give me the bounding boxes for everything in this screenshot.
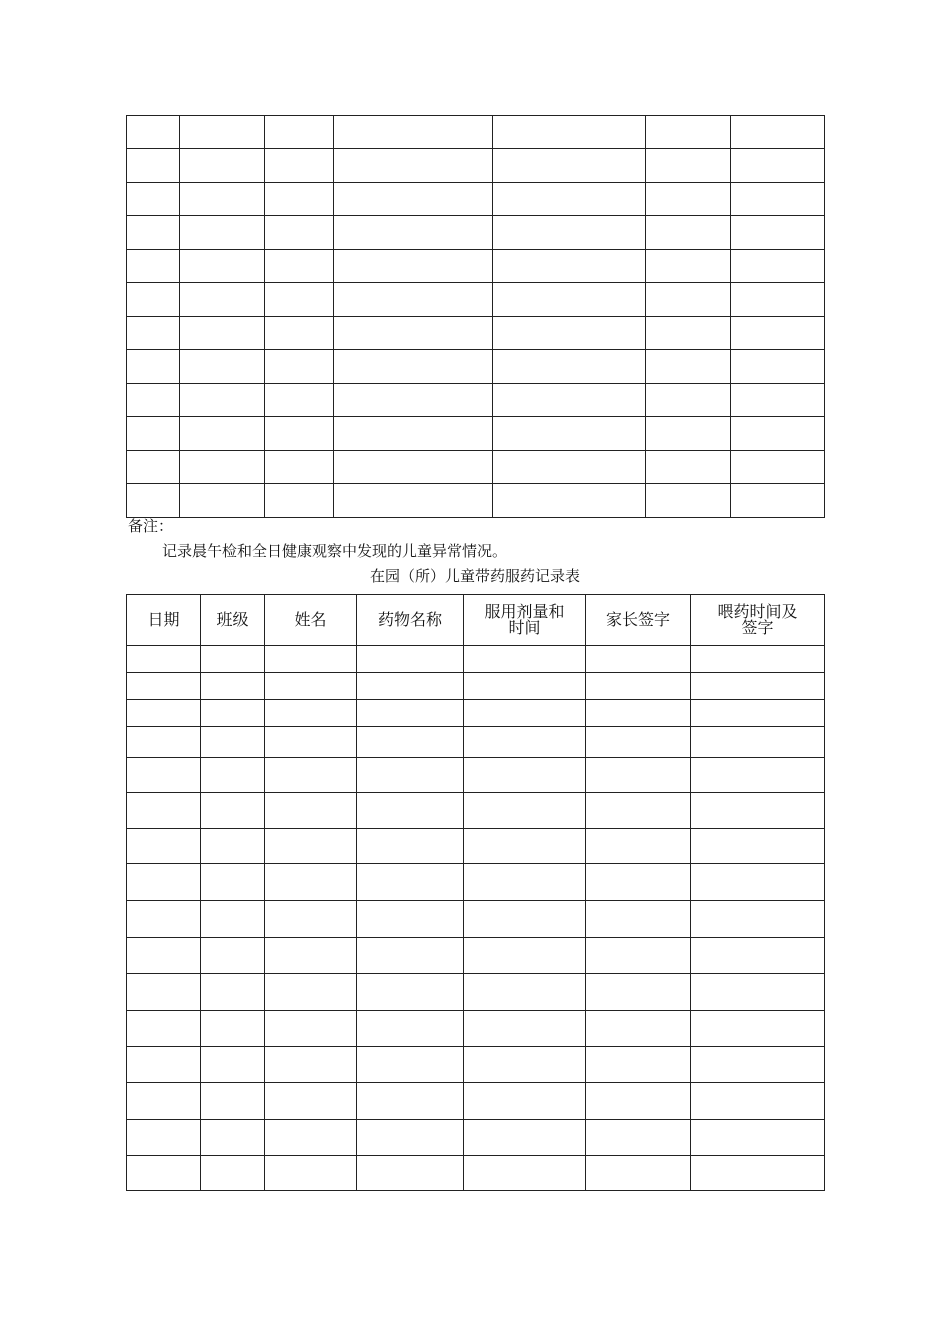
table-cell[interactable] — [201, 829, 265, 864]
table-cell[interactable] — [646, 216, 731, 250]
table-cell[interactable] — [691, 1156, 825, 1191]
table-cell[interactable] — [464, 1047, 586, 1083]
table-cell[interactable] — [586, 727, 691, 758]
table-row — [127, 417, 825, 451]
table-cell[interactable] — [586, 1011, 691, 1047]
table-cell[interactable] — [265, 116, 334, 149]
table-row — [127, 829, 825, 864]
table-cell[interactable] — [265, 864, 357, 901]
table-row — [127, 646, 825, 673]
table-cell[interactable] — [127, 317, 180, 350]
medication-header-row — [127, 595, 825, 646]
table-cell[interactable] — [201, 1083, 265, 1120]
table-row — [127, 484, 825, 518]
table-cell[interactable] — [586, 700, 691, 727]
table-cell[interactable] — [731, 250, 825, 283]
table-cell[interactable] — [646, 484, 731, 518]
table-cell[interactable] — [201, 646, 265, 673]
table-cell[interactable] — [586, 758, 691, 793]
table-cell[interactable] — [334, 451, 493, 484]
table-cell[interactable] — [265, 758, 357, 793]
table-row — [127, 793, 825, 829]
table-cell[interactable] — [691, 829, 825, 864]
table-cell[interactable] — [265, 417, 334, 451]
table-cell[interactable] — [464, 673, 586, 700]
table-row — [127, 673, 825, 700]
table-cell[interactable] — [334, 183, 493, 216]
table-cell[interactable] — [265, 1047, 357, 1083]
table-cell[interactable] — [127, 1011, 201, 1047]
table-cell[interactable] — [357, 864, 464, 901]
header-parent-signature: 家长签字 — [586, 595, 691, 646]
table-row — [127, 1156, 825, 1191]
table-cell[interactable] — [586, 938, 691, 974]
table-cell[interactable] — [265, 727, 357, 758]
table-cell[interactable] — [357, 829, 464, 864]
table-cell[interactable] — [201, 1120, 265, 1156]
table-cell[interactable] — [180, 216, 265, 250]
table-cell[interactable] — [586, 1047, 691, 1083]
table-cell[interactable] — [265, 974, 357, 1011]
table-cell[interactable] — [357, 974, 464, 1011]
table-cell[interactable] — [464, 938, 586, 974]
table-cell[interactable] — [180, 384, 265, 417]
table-cell[interactable] — [127, 283, 180, 317]
table-row — [127, 974, 825, 1011]
table-cell[interactable] — [731, 283, 825, 317]
table-cell[interactable] — [464, 700, 586, 727]
table-cell[interactable] — [464, 864, 586, 901]
table-cell[interactable] — [691, 974, 825, 1011]
table-cell[interactable] — [691, 758, 825, 793]
table-cell[interactable] — [464, 727, 586, 758]
table-cell[interactable] — [493, 484, 646, 518]
table-cell[interactable] — [731, 384, 825, 417]
table-cell[interactable] — [731, 183, 825, 216]
table-cell[interactable] — [464, 974, 586, 1011]
table-cell[interactable] — [464, 1156, 586, 1191]
table-cell[interactable] — [731, 417, 825, 451]
table-cell[interactable] — [464, 901, 586, 938]
table-row — [127, 183, 825, 216]
table-cell[interactable] — [127, 864, 201, 901]
table-cell[interactable] — [691, 901, 825, 938]
table-cell[interactable] — [493, 149, 646, 183]
table-cell[interactable] — [201, 758, 265, 793]
table-cell[interactable] — [357, 1120, 464, 1156]
table-cell[interactable] — [334, 350, 493, 384]
table-cell[interactable] — [586, 1083, 691, 1120]
table-cell[interactable] — [493, 451, 646, 484]
table-cell[interactable] — [646, 250, 731, 283]
header-name: 姓名 — [265, 595, 357, 646]
table-cell[interactable] — [464, 1120, 586, 1156]
table-cell[interactable] — [334, 250, 493, 283]
table-cell[interactable] — [127, 384, 180, 417]
table-cell[interactable] — [127, 216, 180, 250]
header-medicine-name: 药物名称 — [357, 595, 464, 646]
table-cell[interactable] — [731, 484, 825, 518]
table-cell[interactable] — [646, 149, 731, 183]
table-cell[interactable] — [586, 974, 691, 1011]
table-cell[interactable] — [127, 673, 201, 700]
table-cell[interactable] — [265, 183, 334, 216]
table-cell[interactable] — [357, 901, 464, 938]
table-cell[interactable] — [586, 864, 691, 901]
medication-record-table — [126, 594, 825, 1191]
table-row — [127, 864, 825, 901]
table-row — [127, 216, 825, 250]
table-cell[interactable] — [127, 646, 201, 673]
table-cell[interactable] — [127, 901, 201, 938]
table-cell[interactable] — [586, 1156, 691, 1191]
observation-table — [126, 115, 825, 518]
table-cell[interactable] — [493, 183, 646, 216]
table-cell[interactable] — [127, 1156, 201, 1191]
table-cell[interactable] — [201, 793, 265, 829]
table-cell[interactable] — [464, 646, 586, 673]
table-cell[interactable] — [357, 1083, 464, 1120]
table-cell[interactable] — [691, 700, 825, 727]
notes-text: 记录晨午检和全日健康观察中发现的儿童异常情况。 — [162, 542, 508, 560]
table-cell[interactable] — [493, 116, 646, 149]
table-row — [127, 116, 825, 149]
table-cell[interactable] — [127, 451, 180, 484]
table-cell[interactable] — [265, 350, 334, 384]
table-cell[interactable] — [357, 727, 464, 758]
table-cell[interactable] — [493, 250, 646, 283]
table-cell[interactable] — [201, 864, 265, 901]
table-cell[interactable] — [464, 758, 586, 793]
table-cell[interactable] — [201, 974, 265, 1011]
table-cell[interactable] — [127, 183, 180, 216]
table-cell[interactable] — [127, 350, 180, 384]
table-cell[interactable] — [127, 758, 201, 793]
table-cell[interactable] — [691, 938, 825, 974]
table-cell[interactable] — [493, 317, 646, 350]
table-cell[interactable] — [265, 317, 334, 350]
table-cell[interactable] — [127, 250, 180, 283]
table-cell[interactable] — [586, 646, 691, 673]
table-cell[interactable] — [731, 149, 825, 183]
table-cell[interactable] — [265, 384, 334, 417]
table-cell[interactable] — [464, 1083, 586, 1120]
table-cell[interactable] — [691, 864, 825, 901]
table-row — [127, 1083, 825, 1120]
table-cell[interactable] — [127, 974, 201, 1011]
table-cell[interactable] — [265, 646, 357, 673]
table-cell[interactable] — [180, 451, 265, 484]
table-row — [127, 1047, 825, 1083]
table-row — [127, 317, 825, 350]
table-cell[interactable] — [646, 384, 731, 417]
table-cell[interactable] — [334, 317, 493, 350]
table-cell[interactable] — [265, 216, 334, 250]
table-row — [127, 1011, 825, 1047]
table-cell[interactable] — [265, 250, 334, 283]
table-cell[interactable] — [646, 451, 731, 484]
table-cell[interactable] — [201, 1047, 265, 1083]
table-cell[interactable] — [127, 727, 201, 758]
table-cell[interactable] — [127, 1120, 201, 1156]
table-cell[interactable] — [357, 938, 464, 974]
table-cell[interactable] — [334, 149, 493, 183]
table-row — [127, 901, 825, 938]
medication-form-title: 在园（所）儿童带药服药记录表 — [369, 567, 580, 585]
table-cell[interactable] — [731, 116, 825, 149]
table-row — [127, 451, 825, 484]
table-cell[interactable] — [357, 1156, 464, 1191]
header-dosage-time: 服用剂量和 时间 — [464, 595, 586, 646]
table-cell[interactable] — [691, 673, 825, 700]
table-row — [127, 149, 825, 183]
table-cell[interactable] — [586, 1120, 691, 1156]
table-cell[interactable] — [180, 317, 265, 350]
table-cell[interactable] — [201, 700, 265, 727]
table-cell[interactable] — [265, 1011, 357, 1047]
table-cell[interactable] — [334, 484, 493, 518]
table-cell[interactable] — [586, 673, 691, 700]
table-cell[interactable] — [731, 451, 825, 484]
table-cell[interactable] — [265, 1083, 357, 1120]
table-cell[interactable] — [586, 829, 691, 864]
table-cell[interactable] — [127, 149, 180, 183]
table-cell[interactable] — [265, 829, 357, 864]
table-cell[interactable] — [646, 317, 731, 350]
table-cell[interactable] — [265, 673, 357, 700]
table-cell[interactable] — [691, 1011, 825, 1047]
table-cell[interactable] — [731, 350, 825, 384]
table-cell[interactable] — [493, 216, 646, 250]
table-cell[interactable] — [180, 250, 265, 283]
table-cell[interactable] — [265, 700, 357, 727]
table-cell[interactable] — [493, 350, 646, 384]
table-cell[interactable] — [127, 700, 201, 727]
table-cell[interactable] — [180, 183, 265, 216]
table-cell[interactable] — [265, 283, 334, 317]
table-cell[interactable] — [691, 793, 825, 829]
table-cell[interactable] — [646, 183, 731, 216]
table-cell[interactable] — [334, 417, 493, 451]
table-cell[interactable] — [357, 673, 464, 700]
table-cell[interactable] — [265, 1120, 357, 1156]
table-cell[interactable] — [180, 417, 265, 451]
table-cell[interactable] — [201, 673, 265, 700]
table-cell[interactable] — [357, 646, 464, 673]
table-cell[interactable] — [180, 149, 265, 183]
table-cell[interactable] — [127, 116, 180, 149]
table-cell[interactable] — [201, 901, 265, 938]
table-cell[interactable] — [127, 829, 201, 864]
table-cell[interactable] — [201, 938, 265, 974]
table-row — [127, 938, 825, 974]
table-cell[interactable] — [180, 116, 265, 149]
header-feeding-time-signature: 喂药时间及 签字 — [691, 595, 825, 646]
table-cell[interactable] — [586, 793, 691, 829]
table-row — [127, 384, 825, 417]
header-date: 日期 — [127, 595, 201, 646]
table-cell[interactable] — [127, 484, 180, 518]
table-cell[interactable] — [334, 384, 493, 417]
table-row — [127, 250, 825, 283]
table-row — [127, 758, 825, 793]
table-cell[interactable] — [646, 417, 731, 451]
table-cell[interactable] — [493, 283, 646, 317]
table-cell[interactable] — [127, 417, 180, 451]
table-cell[interactable] — [357, 1047, 464, 1083]
table-cell[interactable] — [127, 938, 201, 974]
table-cell[interactable] — [691, 1047, 825, 1083]
table-cell[interactable] — [334, 283, 493, 317]
table-cell[interactable] — [334, 116, 493, 149]
table-cell[interactable] — [265, 451, 334, 484]
table-row — [127, 727, 825, 758]
table-cell[interactable] — [180, 484, 265, 518]
table-cell[interactable] — [265, 1156, 357, 1191]
table-cell[interactable] — [731, 216, 825, 250]
table-row — [127, 283, 825, 317]
table-cell[interactable] — [646, 283, 731, 317]
table-cell[interactable] — [357, 793, 464, 829]
table-cell[interactable] — [265, 793, 357, 829]
table-cell[interactable] — [357, 758, 464, 793]
table-cell[interactable] — [586, 901, 691, 938]
table-cell[interactable] — [464, 793, 586, 829]
table-cell[interactable] — [691, 727, 825, 758]
table-cell[interactable] — [201, 727, 265, 758]
table-cell[interactable] — [201, 1011, 265, 1047]
table-cell[interactable] — [127, 1047, 201, 1083]
table-row — [127, 700, 825, 727]
table-cell[interactable] — [180, 350, 265, 384]
table-cell[interactable] — [265, 149, 334, 183]
table-row — [127, 350, 825, 384]
table-cell[interactable] — [731, 317, 825, 350]
table-cell[interactable] — [265, 938, 357, 974]
header-class: 班级 — [201, 595, 265, 646]
table-cell[interactable] — [265, 484, 334, 518]
table-cell[interactable] — [464, 1011, 586, 1047]
table-cell[interactable] — [646, 350, 731, 384]
table-cell[interactable] — [201, 1156, 265, 1191]
table-cell[interactable] — [691, 646, 825, 673]
table-cell[interactable] — [691, 1083, 825, 1120]
notes-label: 备注： — [128, 517, 174, 535]
table-row — [127, 1120, 825, 1156]
table-cell[interactable] — [691, 1120, 825, 1156]
table-cell[interactable] — [357, 1011, 464, 1047]
table-cell[interactable] — [180, 283, 265, 317]
table-cell[interactable] — [127, 1083, 201, 1120]
table-cell[interactable] — [493, 384, 646, 417]
table-cell[interactable] — [127, 793, 201, 829]
table-cell[interactable] — [464, 829, 586, 864]
table-cell[interactable] — [646, 116, 731, 149]
table-cell[interactable] — [265, 901, 357, 938]
table-cell[interactable] — [493, 417, 646, 451]
table-cell[interactable] — [357, 700, 464, 727]
table-cell[interactable] — [334, 216, 493, 250]
